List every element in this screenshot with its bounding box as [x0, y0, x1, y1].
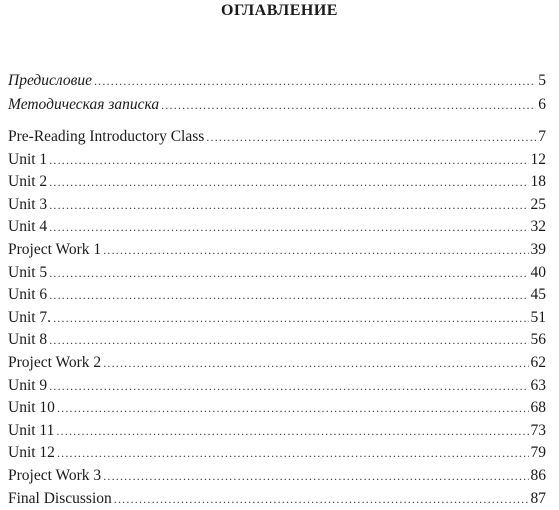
toc-entry-label: Unit 6: [8, 284, 49, 307]
toc-entry-label: Unit 3: [8, 194, 49, 217]
dot-leader: [49, 375, 528, 398]
toc-entry: [8, 149, 546, 172]
dot-leader: [57, 397, 529, 420]
dot-leader: [57, 442, 529, 465]
toc-entry: [8, 284, 546, 307]
toc-entry: [8, 69, 546, 93]
toc-entry-label: Final Discussion: [8, 488, 114, 510]
toc-entry: [8, 352, 546, 375]
toc-entry-label: Unit 12: [8, 442, 57, 465]
dot-leader: [49, 284, 528, 307]
toc-entry-page: 62: [529, 352, 547, 375]
toc-entry-page: 56: [529, 329, 547, 352]
toc-entry: [8, 194, 546, 217]
toc-entry-page: 68: [529, 397, 547, 420]
toc-entry-page: 51: [529, 307, 547, 330]
toc-entry-page: 25: [529, 194, 547, 217]
toc-entry: [8, 307, 546, 330]
toc-entry-label: Project Work 2: [8, 352, 103, 375]
dot-leader: [49, 171, 528, 194]
toc-entry-label: Unit 10: [8, 397, 57, 420]
dot-leader: [49, 329, 528, 352]
toc-entry-label: Unit 9: [8, 375, 49, 398]
front-matter-list: [8, 69, 546, 117]
toc-entry-page: 86: [529, 465, 547, 488]
toc-entry-page: 63: [529, 375, 547, 398]
toc-entry-label: Unit 1: [8, 149, 49, 172]
toc-entry-page: 87: [529, 488, 547, 510]
dot-leader: [103, 465, 528, 488]
dot-leader: [161, 93, 536, 117]
toc-entry: [8, 488, 546, 510]
toc-entry-label: Unit 5: [8, 262, 49, 285]
toc-entry: [8, 239, 546, 262]
toc-entry: [8, 465, 546, 488]
toc-entry-label: Project Work 3: [8, 465, 103, 488]
dot-leader: [103, 352, 528, 375]
toc-entry: [8, 171, 546, 194]
toc-entry-page: 40: [529, 262, 547, 285]
toc-entry-page: 18: [529, 171, 547, 194]
dot-leader: [49, 194, 528, 217]
toc-entry-label: Unit 4: [8, 216, 49, 239]
dot-leader: [94, 69, 536, 93]
toc-entry: [8, 126, 546, 149]
toc-list: [8, 126, 546, 510]
toc-entry-page: 73: [529, 420, 547, 443]
toc-entry-page: 45: [529, 284, 547, 307]
toc-entry: [8, 216, 546, 239]
toc-entry-page: 32: [529, 216, 547, 239]
toc-entry-label: Pre-Reading Introductory Class: [8, 126, 206, 149]
toc-entry: [8, 375, 546, 398]
dot-leader: [53, 307, 528, 330]
toc-entry-page: 79: [529, 442, 547, 465]
toc-entry-label: Unit 2: [8, 171, 49, 194]
toc-entry-label: Методическая записка: [8, 93, 161, 117]
page-title: ОГЛАВЛЕНИЕ: [0, 2, 559, 20]
toc-entry: [8, 397, 546, 420]
toc-entry-label: Unit 7.: [8, 307, 53, 330]
dot-leader: [49, 216, 528, 239]
dot-leader: [114, 488, 529, 510]
dot-leader: [49, 262, 528, 285]
toc-entry: [8, 329, 546, 352]
toc-entry: [8, 93, 546, 117]
toc-entry-label: Предисловие: [8, 69, 94, 93]
toc-entry: [8, 420, 546, 443]
toc-entry-label: Project Work 1: [8, 239, 103, 262]
dot-leader: [206, 126, 536, 149]
dot-leader: [49, 149, 528, 172]
toc-entry-page: 5: [536, 69, 546, 93]
toc-entry: [8, 262, 546, 285]
toc-entry-label: Unit 8: [8, 329, 49, 352]
toc-entry-label: Unit 11: [8, 420, 56, 443]
toc-entry: [8, 442, 546, 465]
toc-entry-page: 7: [536, 126, 546, 149]
toc-entry-page: 12: [529, 149, 547, 172]
dot-leader: [103, 239, 528, 262]
toc-entry-page: 39: [529, 239, 547, 262]
dot-leader: [56, 420, 528, 443]
toc-entry-page: 6: [536, 93, 546, 117]
